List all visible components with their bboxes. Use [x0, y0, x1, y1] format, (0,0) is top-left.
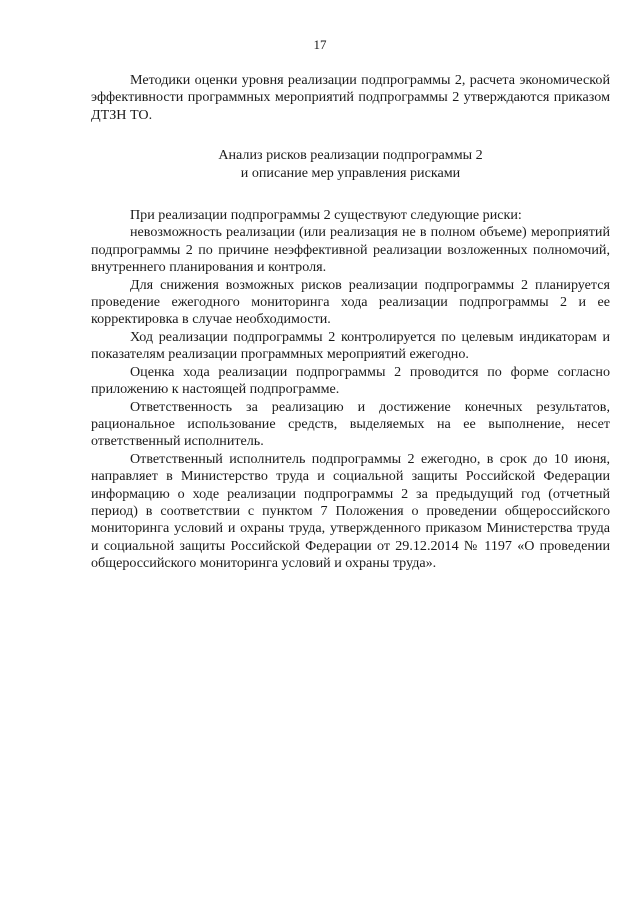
- reporting-paragraph: Ответственный исполнитель подпрограммы 2 ежегодно, в срок до 10 июня, направляет в Министерство труда и социальной защиты Российской Федерации информацию о ходе реализации подпрограммы 2 за предыдущий год (отчетный период) в соответствии с пунктом 7 Положения о проведении общероссийского мониторинга условий и охраны труда, утвержденного приказом Министерства труда и социальной защиты Российской Федерации от 29.12.2014 № 1197 «О проведении общероссийского мониторинга условий и охраны труда».: [91, 450, 610, 572]
- section-heading: [91, 147, 610, 182]
- risks-intro-paragraph: При реализации подпрограммы 2 существуют следующие риски:: [130, 207, 522, 224]
- risk-item-paragraph: невозможность реализации (или реализация не в полном объеме) мероприятий подпрограммы 2 по причине неэффективной реализации возложенных полномочий, внутреннего планирования и контроля.: [91, 224, 610, 276]
- page-number: 17: [313, 37, 327, 52]
- risk-mitigation-paragraph: Для снижения возможных рисков реализации подпрограммы 2 планируется проведение ежегодного мониторинга хода реализации подпрограммы 2 и ее корректировка в случае необходимости.: [91, 276, 610, 328]
- section-heading-line-2: и описание мер управления рисками: [240, 164, 461, 181]
- intro-paragraph: Методики оценки уровня реализации подпрограммы 2, расчета экономической эффективности программных мероприятий подпрограммы 2 утверждаются приказом ДТЗН ТО.: [91, 72, 610, 123]
- responsibility-paragraph: Ответственность за реализацию и достижение конечных результатов, рациональное использование средств, выделяемых на ее выполнение, несет ответственный исполнитель.: [91, 398, 610, 450]
- section-heading-line-1: Анализ рисков реализации подпрограммы 2: [218, 147, 483, 164]
- document-body: [91, 72, 610, 573]
- assessment-paragraph: Оценка хода реализации подпрограммы 2 проводится по форме согласно приложению к настоящей подпрограмме.: [91, 363, 610, 398]
- control-paragraph: Ход реализации подпрограммы 2 контролируется по целевым индикаторам и показателям реализации программных мероприятий ежегодно.: [91, 328, 610, 363]
